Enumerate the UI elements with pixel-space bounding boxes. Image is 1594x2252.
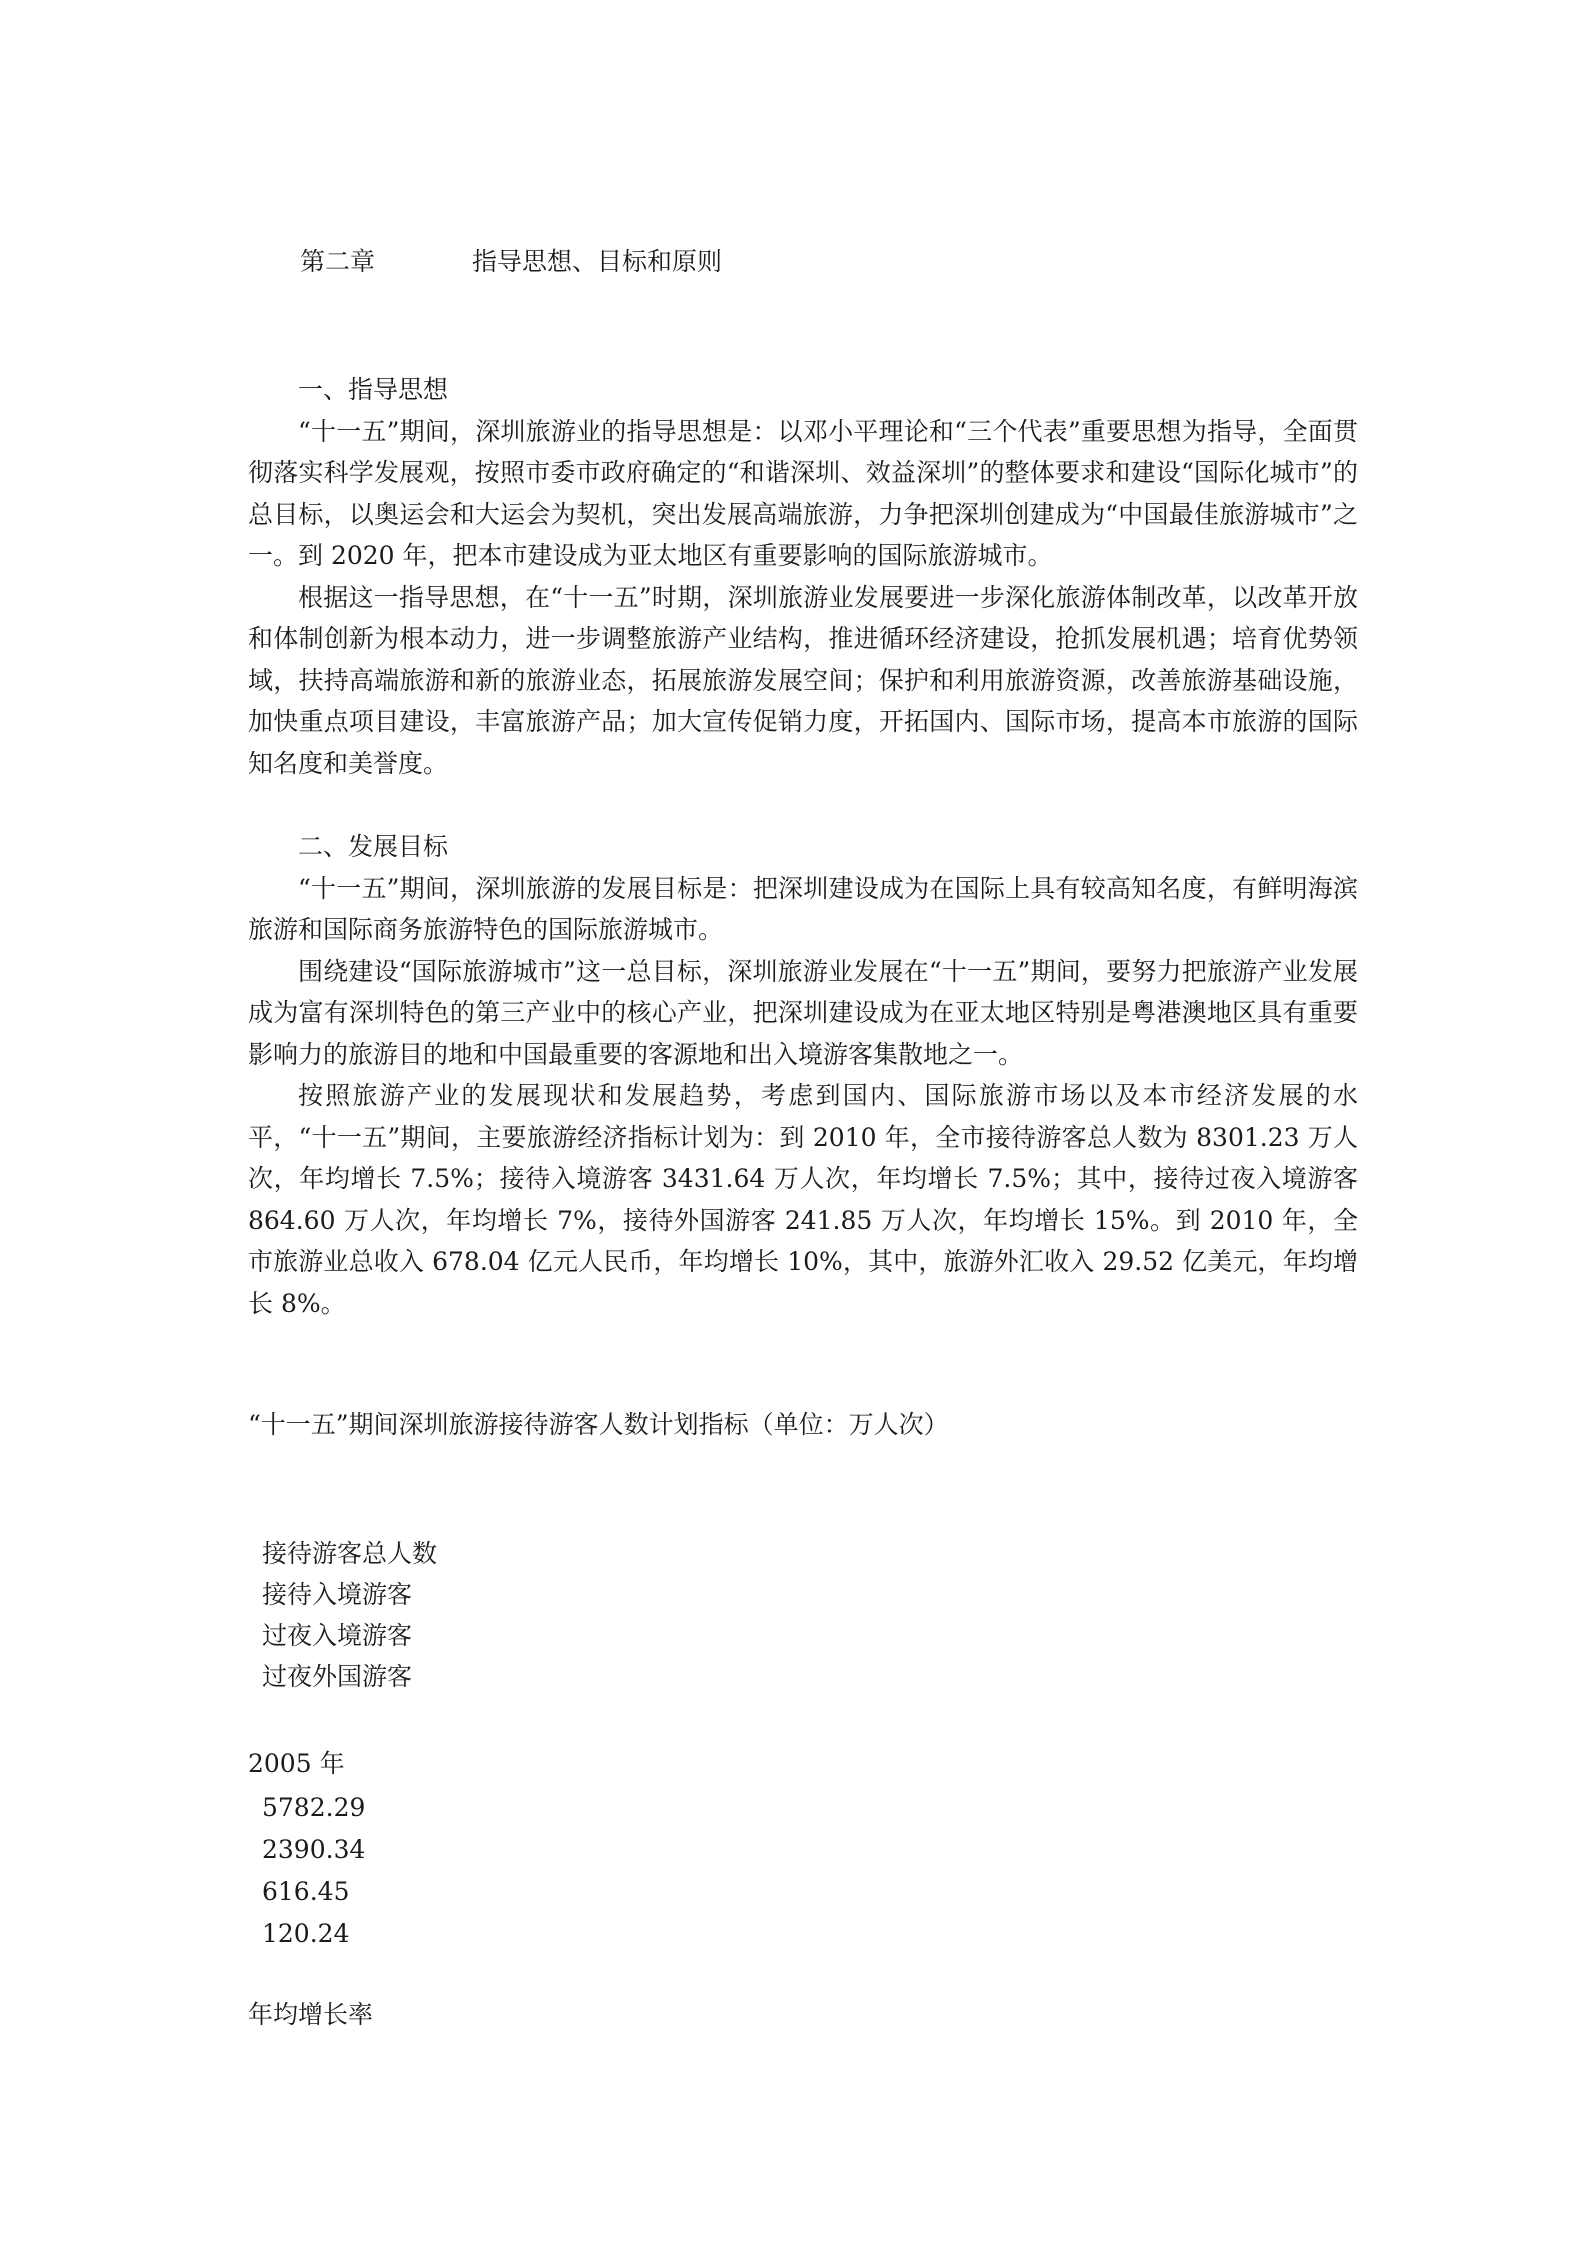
table-cell: 5782.29: [262, 1793, 366, 1822]
table-cell: 616.45: [262, 1877, 350, 1906]
paragraph: 按照旅游产业的发展现状和发展趋势，考虑到国内、国际旅游市场以及本市经济发展的水平，“十一五”期间，主要旅游经济指标计划为：到 2010 年，全市接待游客总人数为 8301.23 万人次，年均增长 7.5%；接待入境游客 3431.64 万人次，年均增长 7.5%；其中，接待过夜入境游客 864.60 万人次，年均增长 7%，接待外国游客 241.85 万人次，年均增长 15%。到 2010 年，全市旅游业总收入 678.04 亿元人民币，年均增长 10%，其中，旅游外汇收入 29.52 亿美元，年均增长 8%。: [248, 1081, 1358, 1318]
table-caption: “十一五”期间深圳旅游接待游客人数计划指标（单位：万人次）: [248, 1410, 949, 1439]
column-header-2005: 2005 年: [248, 1749, 345, 1778]
chapter-title: [300, 244, 722, 280]
chapter-name: 指导思想、目标和原则: [472, 247, 723, 276]
section-development-goals: [248, 826, 1358, 1324]
row-label: 接待游客总人数: [262, 1539, 438, 1568]
section-heading: 一、指导思想: [298, 375, 449, 404]
column-values-2005: [262, 1787, 365, 1955]
section-heading: 二、发展目标: [298, 832, 449, 861]
paragraph: “十一五”期间，深圳旅游业的指导思想是：以邓小平理论和“三个代表”重要思想为指导，全面贯彻落实科学发展观，按照市委市政府确定的“和谐深圳、效益深圳”的整体要求和建设“国际化城市”的总目标，以奥运会和大运会为契机，突出发展高端旅游，力争把深圳创建成为“中国最佳旅游城市”之一。到 2020 年，把本市建设成为亚太地区有重要影响的国际旅游城市。: [248, 416, 1358, 570]
column-header-growth-rate: 年均增长率: [248, 2000, 374, 2029]
table-cell: 120.24: [262, 1919, 350, 1948]
section-guiding-ideology: [248, 369, 1358, 784]
row-label: 接待入境游客: [262, 1580, 413, 1609]
table-cell: 2390.34: [262, 1835, 366, 1864]
row-label: 过夜入境游客: [262, 1621, 413, 1650]
chapter-number: 第二章: [300, 247, 376, 276]
paragraph: 根据这一指导思想，在“十一五”时期，深圳旅游业发展要进一步深化旅游体制改革，以改革开放和体制创新为根本动力，进一步调整旅游产业结构，推进循环经济建设，抢抓发展机遇；培育优势领域，扶持高端旅游和新的旅游业态，拓展旅游发展空间；保护和利用旅游资源，改善旅游基础设施，加快重点项目建设，丰富旅游产品；加大宣传促销力度，开拓国内、国际市场，提高本市旅游的国际知名度和美誉度。: [248, 582, 1358, 778]
row-label: 过夜外国游客: [262, 1662, 413, 1691]
table-row-labels: [262, 1533, 437, 1697]
paragraph: “十一五”期间，深圳旅游的发展目标是：把深圳建设成为在国际上具有较高知名度，有鲜明海滨旅游和国际商务旅游特色的国际旅游城市。: [248, 873, 1358, 944]
paragraph: 围绕建设“国际旅游城市”这一总目标，深圳旅游业发展在“十一五”期间，要努力把旅游产业发展成为富有深圳特色的第三产业中的核心产业，把深圳建设成为在亚太地区特别是粤港澳地区具有重要影响力的旅游目的地和中国最重要的客源地和出入境游客集散地之一。: [248, 956, 1358, 1069]
